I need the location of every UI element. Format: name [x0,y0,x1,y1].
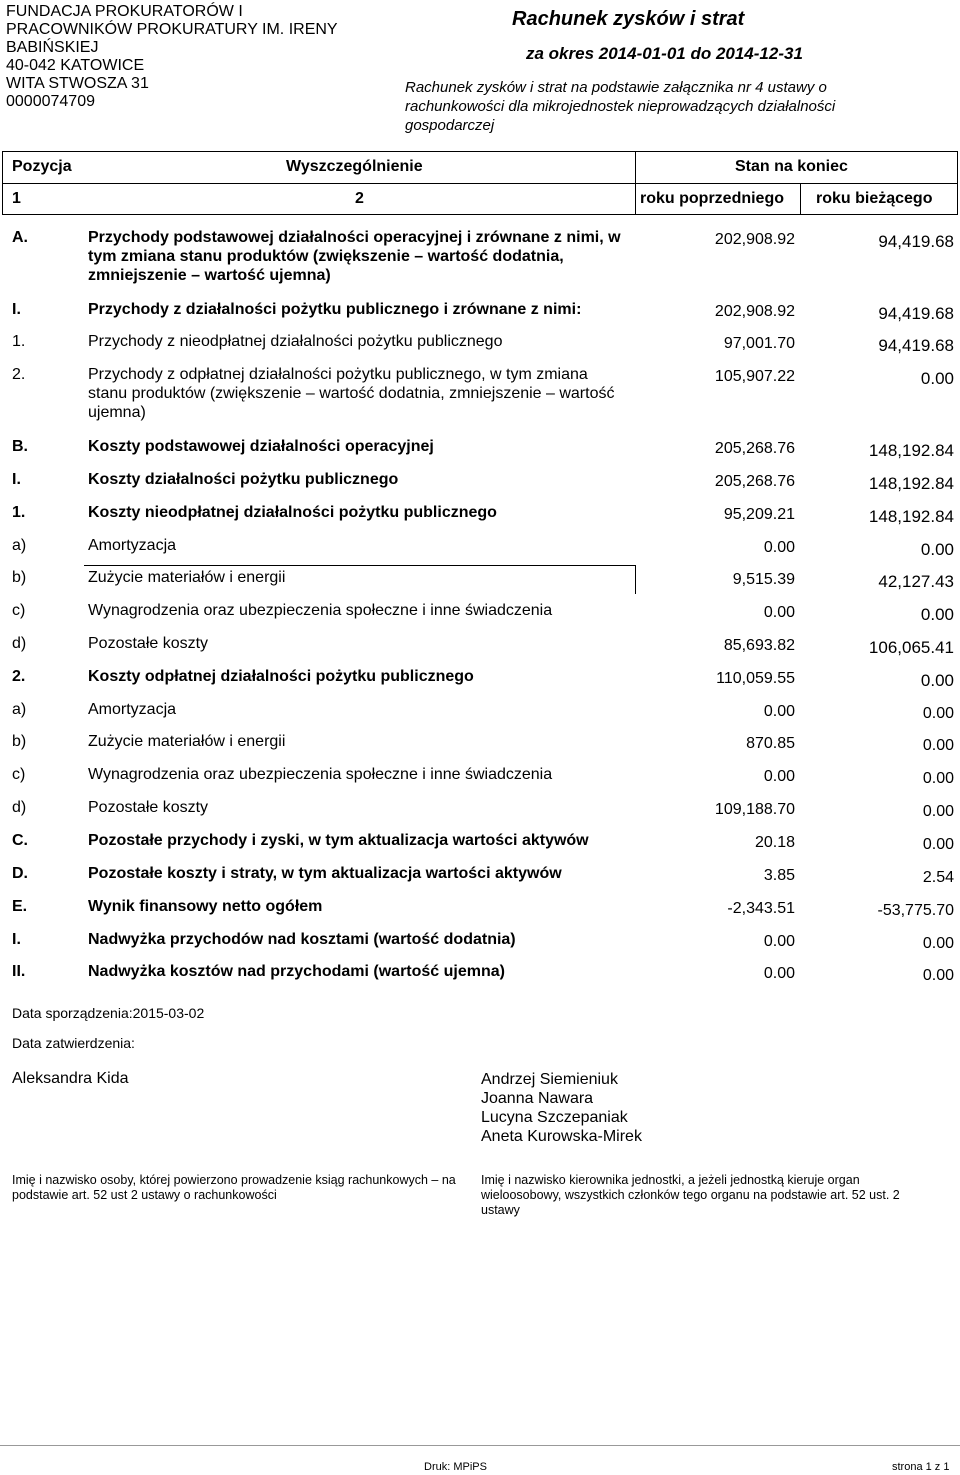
row-prev-value: 0.00 [763,768,795,785]
row-description: Amortyzacja [88,537,177,554]
sub-header-prev-year: roku poprzedniego [640,190,784,207]
basis-line3: gospodarczej [405,117,495,134]
row-position: a) [12,701,27,718]
report-basis [405,78,925,135]
subheader-divider [2,214,958,215]
row-position: 1. [12,504,26,521]
row-description: Przychody podstawowej działalności operacyjnej i zrównane z nimi, w tym zmiana stanu produktów (zwiększenie – wartość dodatnia, zmniejszenie – wartość ujemna) [88,229,621,284]
row-curr-value: 0.00 [922,803,954,820]
board-member: Andrzej Siemieniuk [481,1071,618,1088]
row-prev-value: 0.00 [763,933,795,950]
row-curr-value: 0.00 [922,935,954,952]
row-prev-value: 105,907.22 [714,368,795,385]
header-divider [2,183,958,184]
row-curr-value: 0.00 [920,605,954,624]
row-description: Koszty nieodpłatnej działalności pożytku publicznego [88,504,497,521]
org-address-line1: 40-042 KATOWICE [6,57,145,74]
row-prev-value: 110,059.55 [716,670,795,687]
table-left-border [2,151,3,215]
row-prev-value: -2,343.51 [727,900,795,917]
board-member: Lucyna Szczepaniak [481,1109,628,1126]
board-caption: Imię i nazwisko kierownika jednostki, a jeżeli jednostką kieruje organ wieloosobowy, wszystkich członków tego organu na podstawie art. 52 ust. 2 ustawy [481,1173,900,1217]
print-label: Druk: MPiPS [424,1461,487,1473]
row-prev-value: 205,268.76 [714,473,795,490]
sub-header-description: 2 [355,190,364,207]
row-curr-value: 106,065.41 [868,638,954,657]
row-description: Koszty odpłatnej działalności pożytku publicznego [88,668,474,685]
row-prev-value: 3.85 [763,867,795,884]
row-description: Wynagrodzenia oraz ubezpieczenia społeczne i inne świadczenia [88,602,553,619]
row-prev-value: 202,908.92 [714,231,795,248]
org-name-line3: BABIŃSKIEJ [6,39,99,56]
row-description: Przychody z działalności pożytku publicznego i zrównane z nimi: [88,301,582,318]
year-column-divider [800,183,801,215]
row-curr-value: 94,419.68 [878,336,954,355]
row-position: d) [12,799,27,816]
date-approved: Data zatwierdzenia: [12,1035,135,1051]
row-position: b) [12,733,27,750]
row-description: Koszty działalności pożytku publicznego [88,471,399,488]
row-curr-value: 0.00 [922,737,954,754]
row-position: B. [12,438,28,455]
org-address-line2: WITA STWOSZA 31 [6,75,149,92]
row-curr-value: 148,192.84 [868,507,954,526]
row-prev-value: 85,693.82 [723,637,795,654]
basis-line2: rachunkowości dla mikrojednostek nieprowadzących działalności [405,98,836,115]
accountant-caption: Imię i nazwisko osoby, której powierzono prowadzenie ksiąg rachunkowych – na podstawie art. 52 ust 2 ustawy o rachunkowości [12,1173,456,1202]
row-curr-value: 0.00 [920,671,954,690]
row-curr-value: 94,419.68 [878,304,954,323]
row-curr-value: 148,192.84 [868,441,954,460]
row-position: I. [12,301,21,318]
report-period: za okres 2014-01-01 do 2014-12-31 [526,44,803,63]
row-description: Pozostałe przychody i zyski, w tym aktualizacja wartości aktywów [88,832,589,849]
footer-divider [0,1445,960,1446]
row-position: A. [12,229,28,246]
row-description: Amortyzacja [88,701,177,718]
organization-block [6,3,406,111]
org-name-line2: PRACOWNIKÓW PROKURATURY IM. IRENY [6,21,338,38]
row-prev-value: 97,001.70 [723,335,795,352]
row-curr-value: 94,419.68 [878,232,954,251]
row-description: Koszty podstawowej działalności operacyjnej [88,438,434,455]
row-position: 1. [12,333,26,350]
row-description: Przychody z nieodpłatnej działalności pożytku publicznego [88,333,503,350]
col-header-position: Pozycja [12,158,72,175]
table-top-border [2,151,958,152]
row-position: D. [12,865,28,882]
row-position: c) [12,602,26,619]
row-description: Pozostałe koszty [88,799,209,816]
row-curr-value: 0.00 [922,836,954,853]
row-position: 2. [12,668,26,685]
row-curr-value: 148,192.84 [868,474,954,493]
row-position: c) [12,766,26,783]
board-member: Aneta Kurowska-Mirek [481,1128,642,1145]
status-column-divider [635,151,636,215]
row-curr-value: 0.00 [922,967,954,984]
row-curr-value: 0.00 [920,369,954,388]
row-prev-value: 20.18 [754,834,795,851]
row-prev-value: 0.00 [763,539,795,556]
board-member: Joanna Nawara [481,1090,594,1107]
row-description: Pozostałe koszty [88,635,209,652]
row-position: b) [12,569,27,586]
row-description: Wynagrodzenia oraz ubezpieczenia społeczne i inne świadczenia [88,766,553,783]
row-prev-value: 205,268.76 [714,440,795,457]
row-curr-value: 42,127.43 [878,572,954,591]
row-description: Nadwyżka przychodów nad kosztami (wartość dodatnia) [88,931,516,948]
row-description: Przychody z odpłatnej działalności pożytku publicznego, w tym zmiana stanu produktów (zwiększenie – wartość dodatnia, zmniejszenie – wartość ujemna) [88,366,615,421]
page-label: strona 1 z 1 [892,1461,950,1473]
org-id-number: 0000074709 [6,93,95,110]
table-right-border [957,151,958,215]
row-curr-value: 0.00 [922,705,954,722]
basis-line1: Rachunek zysków i strat na podstawie załącznika nr 4 ustawy o [405,79,827,96]
row-position: I. [12,931,21,948]
row-position: E. [12,898,28,915]
row-curr-value: -53,775.70 [877,902,954,919]
row-prev-value: 202,908.92 [714,303,795,320]
sub-header-position: 1 [12,190,21,207]
row-prev-value: 95,209.21 [723,506,795,523]
date-prepared: Data sporządzenia:2015-03-02 [12,1005,205,1021]
row-position: a) [12,537,27,554]
row-prev-value: 9,515.39 [732,571,795,588]
row-position: I. [12,471,21,488]
row-curr-value: 2.54 [922,869,954,886]
row-prev-value: 109,188.70 [714,801,795,818]
row-prev-value: 0.00 [763,604,795,621]
report-title: Rachunek zysków i strat [512,8,745,30]
board-members [481,1070,642,1146]
sub-header-curr-year: roku bieżącego [816,190,933,207]
highlight-box [84,565,636,594]
row-description: Zużycie materiałów i energii [88,733,286,750]
row-description: Nadwyżka kosztów nad przychodami (wartość ujemna) [88,963,505,980]
accountant-name: Aleksandra Kida [12,1070,129,1087]
row-position: II. [12,963,26,980]
row-prev-value: 0.00 [763,703,795,720]
row-description: Pozostałe koszty i straty, w tym aktualizacja wartości aktywów [88,865,562,882]
org-name-line1: FUNDACJA PROKURATORÓW I [6,3,243,20]
row-curr-value: 0.00 [922,770,954,787]
col-header-status: Stan na koniec [735,158,848,175]
row-position: d) [12,635,27,652]
col-header-description: Wyszczególnienie [286,158,423,175]
row-description: Zużycie materiałów i energii [88,569,286,586]
row-prev-value: 0.00 [763,965,795,982]
row-curr-value: 0.00 [920,540,954,559]
row-position: C. [12,832,28,849]
row-position: 2. [12,366,26,383]
row-prev-value: 870.85 [746,735,795,752]
row-description: Wynik finansowy netto ogółem [88,898,323,915]
